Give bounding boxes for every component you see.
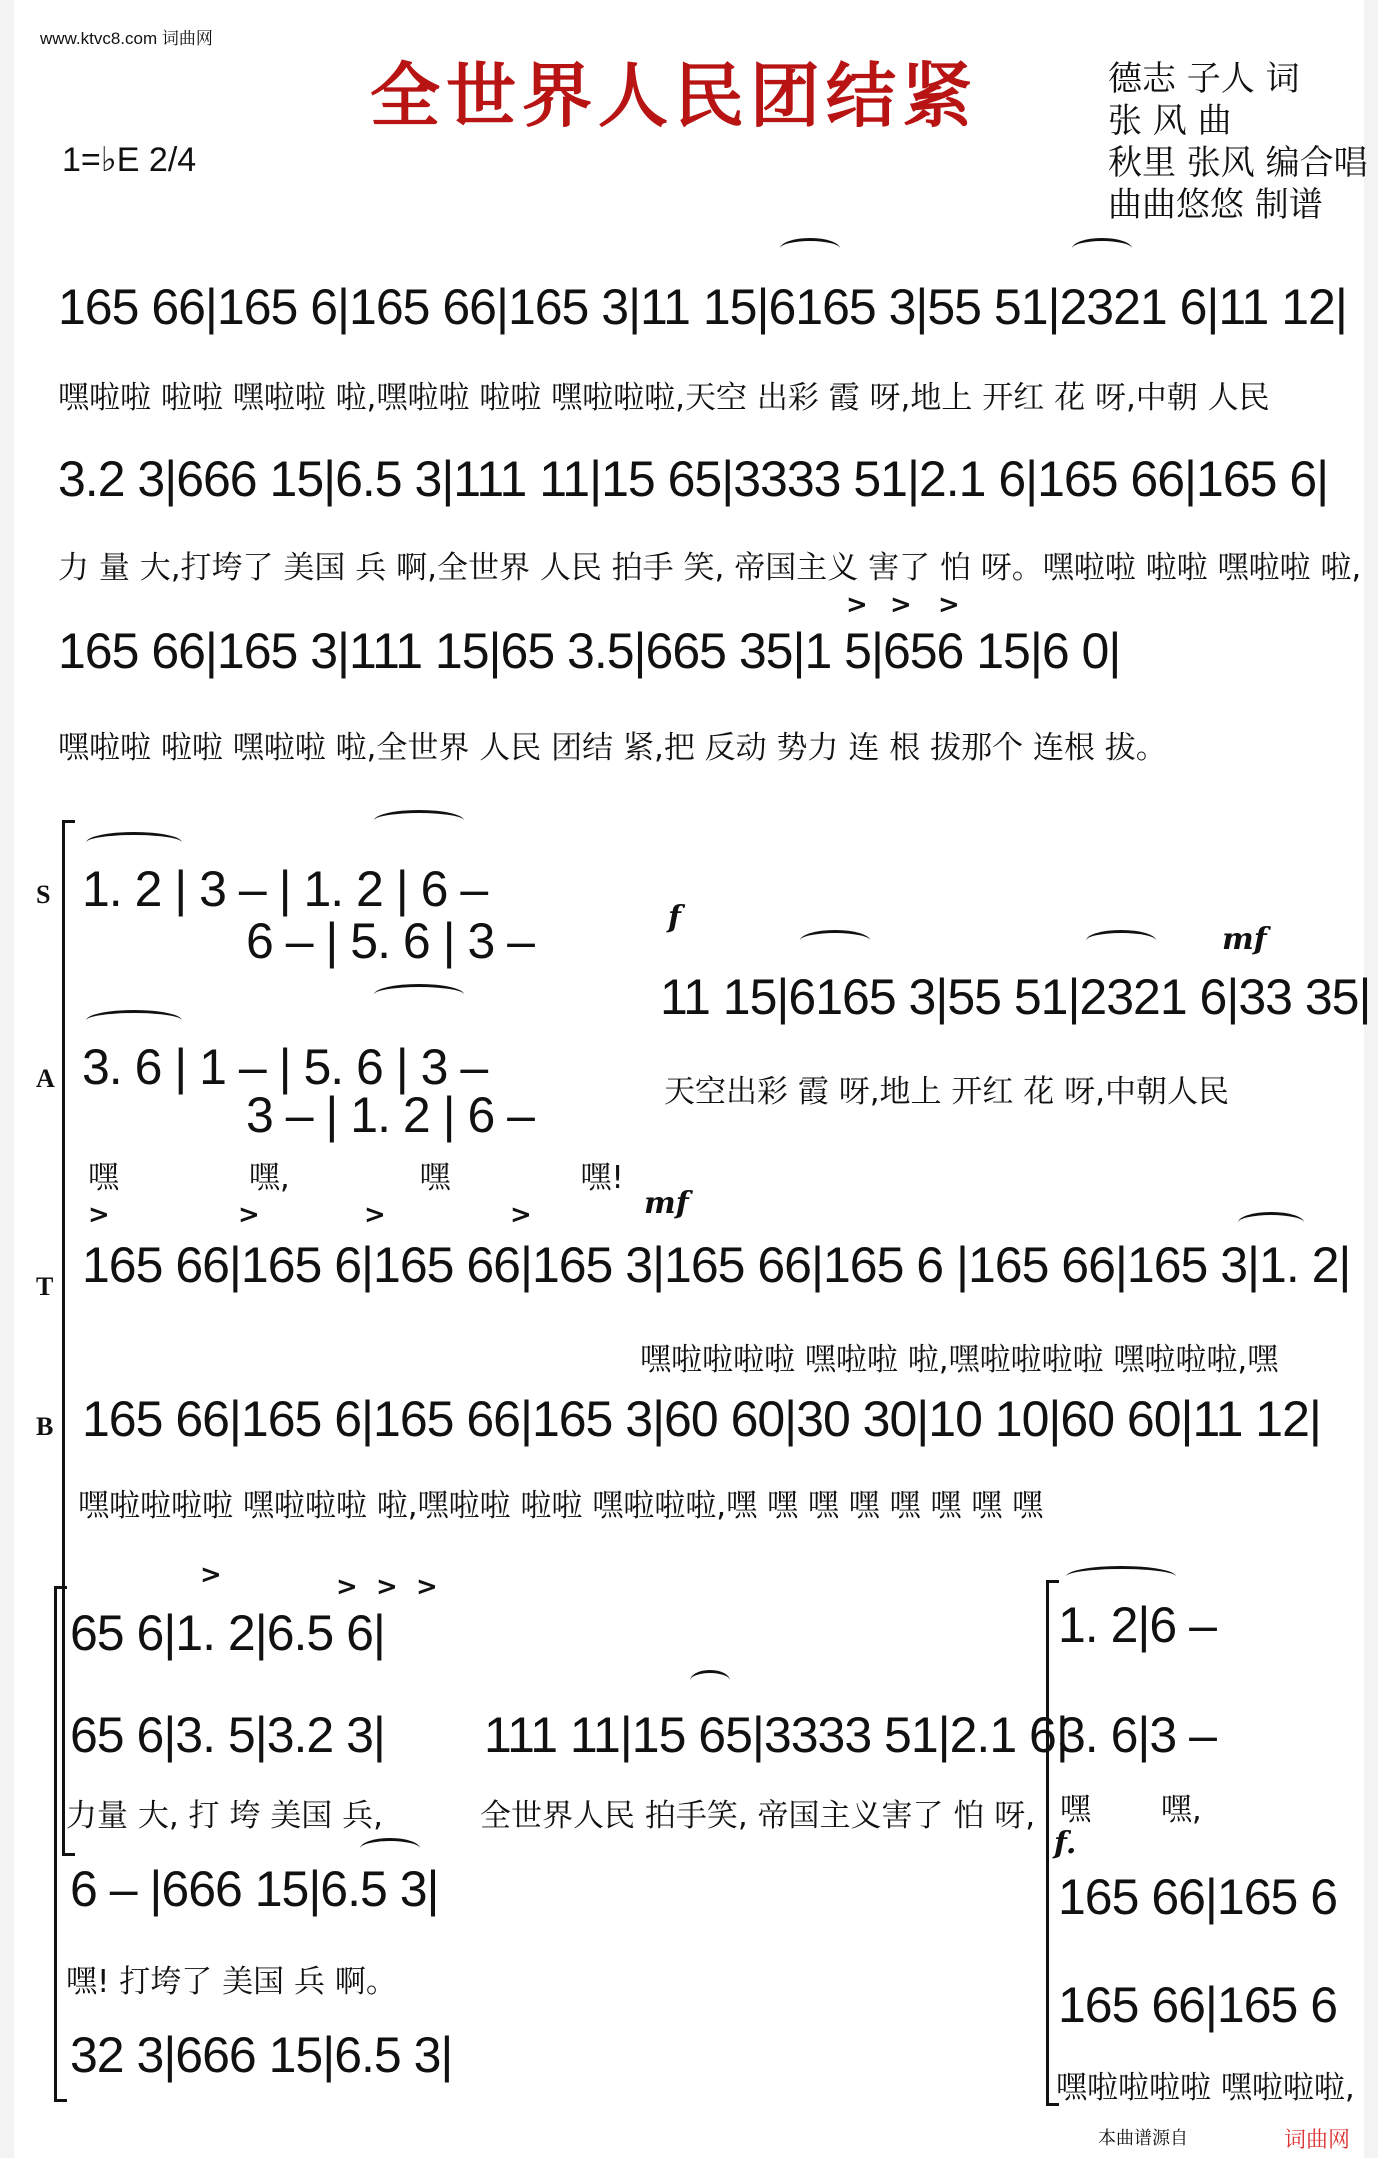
part-label-s: S	[36, 880, 51, 909]
watermark: 词曲网	[1283, 2128, 1350, 2153]
alto-music-2: 3 – | 1. 2 | 6 –	[246, 1087, 534, 1143]
soprano-music-2: 6 – | 5. 6 | 3 –	[246, 913, 534, 969]
alto-music: 3. 6 | 1 – | 5. 6 | 3 –	[82, 1039, 488, 1095]
accent-mark: >	[376, 1572, 398, 1602]
tie-arc	[374, 984, 464, 1005]
choir2-row3-music: 6 – |666 15|6.5 3|	[70, 1861, 439, 1917]
right-margin-band	[1364, 0, 1378, 2158]
melody-music: 11 15|6165 3|55 51|2321 6|33 35|	[660, 969, 1371, 1025]
end-row2-lyrics: 嘿 嘿,	[1060, 1792, 1202, 1828]
credits	[1108, 58, 1368, 226]
accent-mark: >	[336, 1572, 358, 1602]
tie-arc	[360, 1838, 420, 1859]
dynamic-mf-tenor: mf	[644, 1186, 689, 1221]
tie-arc	[374, 810, 464, 831]
part-label-a: A	[36, 1064, 55, 1093]
tie-arc	[780, 238, 840, 259]
tie-arc	[1072, 238, 1132, 259]
solo-lyrics-line-2: 力 量 大,打垮了 美国 兵 啊,全世界 人民 拍手 笑, 帝国主义 害了 怕 呀。嘿啦啦 啦啦 嘿啦啦 啦,	[58, 550, 1362, 586]
dynamic-f: f	[668, 900, 681, 935]
tie-arc	[86, 832, 182, 853]
solo-music-line-1: 165 66|165 6|165 66|165 3|11 15|6165 3|55 51|2321 6|11 12|	[58, 279, 1347, 335]
alto-lyrics: 嘿 嘿, 嘿 嘿!	[88, 1160, 624, 1196]
tie-arc	[86, 1010, 182, 1031]
accent-mark: >	[510, 1200, 532, 1230]
end-row4-lyrics: 嘿啦啦啦啦 嘿啦啦啦,	[1056, 2070, 1355, 2106]
song-title: 全世界人民团结紧	[370, 54, 978, 137]
source-note: 本曲谱源自	[1098, 2128, 1188, 2149]
tenor-lyrics: 嘿啦啦啦啦 嘿啦啦 啦,嘿啦啦啦啦 嘿啦啦啦,嘿	[640, 1342, 1279, 1378]
solo-lyrics-line-3: 嘿啦啦 啦啦 嘿啦啦 啦,全世界 人民 团结 紧,把 反动 势力 连 根 拔那个 连根 拔。	[58, 730, 1167, 766]
melody-lyrics: 天空出彩 霞 呀,地上 开红 花 呀,中朝人民	[664, 1074, 1229, 1110]
solo-music-line-3: 165 66|165 3|111 15|65 3.5|665 35|1 5|656 15|6 0|	[58, 623, 1121, 679]
end-row3-music: 165 66|165 6	[1058, 1869, 1338, 1925]
tie-arc	[800, 930, 870, 951]
tenor-music: 165 66|165 6|165 66|165 3|165 66|165 6 |165 66|165 3|1. 2|	[82, 1237, 1351, 1293]
solo-lyrics-line-1: 嘿啦啦 啦啦 嘿啦啦 啦,嘿啦啦 啦啦 嘿啦啦啦,天空 出彩 霞 呀,地上 开红 花 呀,中朝 人民	[58, 380, 1270, 416]
tie-arc	[1086, 930, 1156, 951]
part-label-b: B	[36, 1412, 54, 1441]
end-row4-music: 165 66|165 6	[1058, 1977, 1338, 2033]
left-margin-band	[0, 0, 14, 2158]
choir2-row3-lyrics: 嘿! 打垮了 美国 兵 啊。	[66, 1964, 397, 2000]
choir2-row4-music: 32 3|666 15|6.5 3|	[70, 2027, 453, 2083]
choir2-row2-music: 65 6|3. 5|3.2 3|	[70, 1707, 385, 1763]
key-signature: 1=♭E 2/4	[62, 141, 197, 179]
tie-arc	[1238, 1212, 1304, 1233]
choir2-mid-music: 111 11|15 65|3333 51|2.1 6|	[484, 1707, 1068, 1763]
accent-mark: >	[890, 590, 912, 620]
tie-arc	[690, 1670, 730, 1691]
accent-mark: >	[200, 1560, 222, 1590]
part-label-t: T	[36, 1272, 54, 1301]
choir2-row2-lyrics: 力量 大, 打 垮 美国 兵,	[66, 1798, 383, 1834]
bass-lyrics: 嘿啦啦啦啦 嘿啦啦啦 啦,嘿啦啦 啦啦 嘿啦啦啦,嘿 嘿 嘿 嘿 嘿 嘿 嘿 嘿	[78, 1488, 1044, 1524]
dynamic-f-end: f.	[1054, 1826, 1077, 1861]
end-row2-music: 3. 6|3 –	[1058, 1707, 1216, 1763]
accent-mark: >	[238, 1200, 260, 1230]
credit-lyricist: 德志 子人 词	[1108, 59, 1300, 99]
credit-composer: 张 风 曲	[1108, 101, 1232, 141]
credit-arranger: 秋里 张风 编合唱	[1108, 143, 1368, 183]
crescendo-tie	[1066, 1566, 1176, 1587]
bass-music: 165 66|165 6|165 66|165 3|60 60|30 30|10 10|60 60|11 12|	[82, 1391, 1321, 1447]
solo-music-line-2: 3.2 3|666 15|6.5 3|111 11|15 65|3333 51|2.1 6|165 66|165 6|	[58, 451, 1329, 507]
system-bracket-2	[54, 1586, 67, 2102]
accent-mark: >	[938, 590, 960, 620]
site-url: www.ktvc8.com 词曲网	[40, 29, 213, 48]
accent-mark: >	[364, 1200, 386, 1230]
accent-mark: >	[846, 590, 868, 620]
accent-mark: >	[416, 1572, 438, 1602]
choir2-row1-music: 65 6|1. 2|6.5 6|	[70, 1605, 385, 1661]
credit-engraver: 曲曲悠悠 制谱	[1108, 185, 1323, 225]
choir2-mid-lyrics: 全世界人民 拍手笑, 帝国主义害了 怕 呀,	[480, 1798, 1036, 1834]
accent-mark: >	[88, 1200, 110, 1230]
dynamic-mf: mf	[1222, 922, 1267, 957]
end-row1-music: 1. 2|6 –	[1058, 1597, 1216, 1653]
soprano-music: 1. 2 | 3 – | 1. 2 | 6 –	[82, 861, 488, 917]
